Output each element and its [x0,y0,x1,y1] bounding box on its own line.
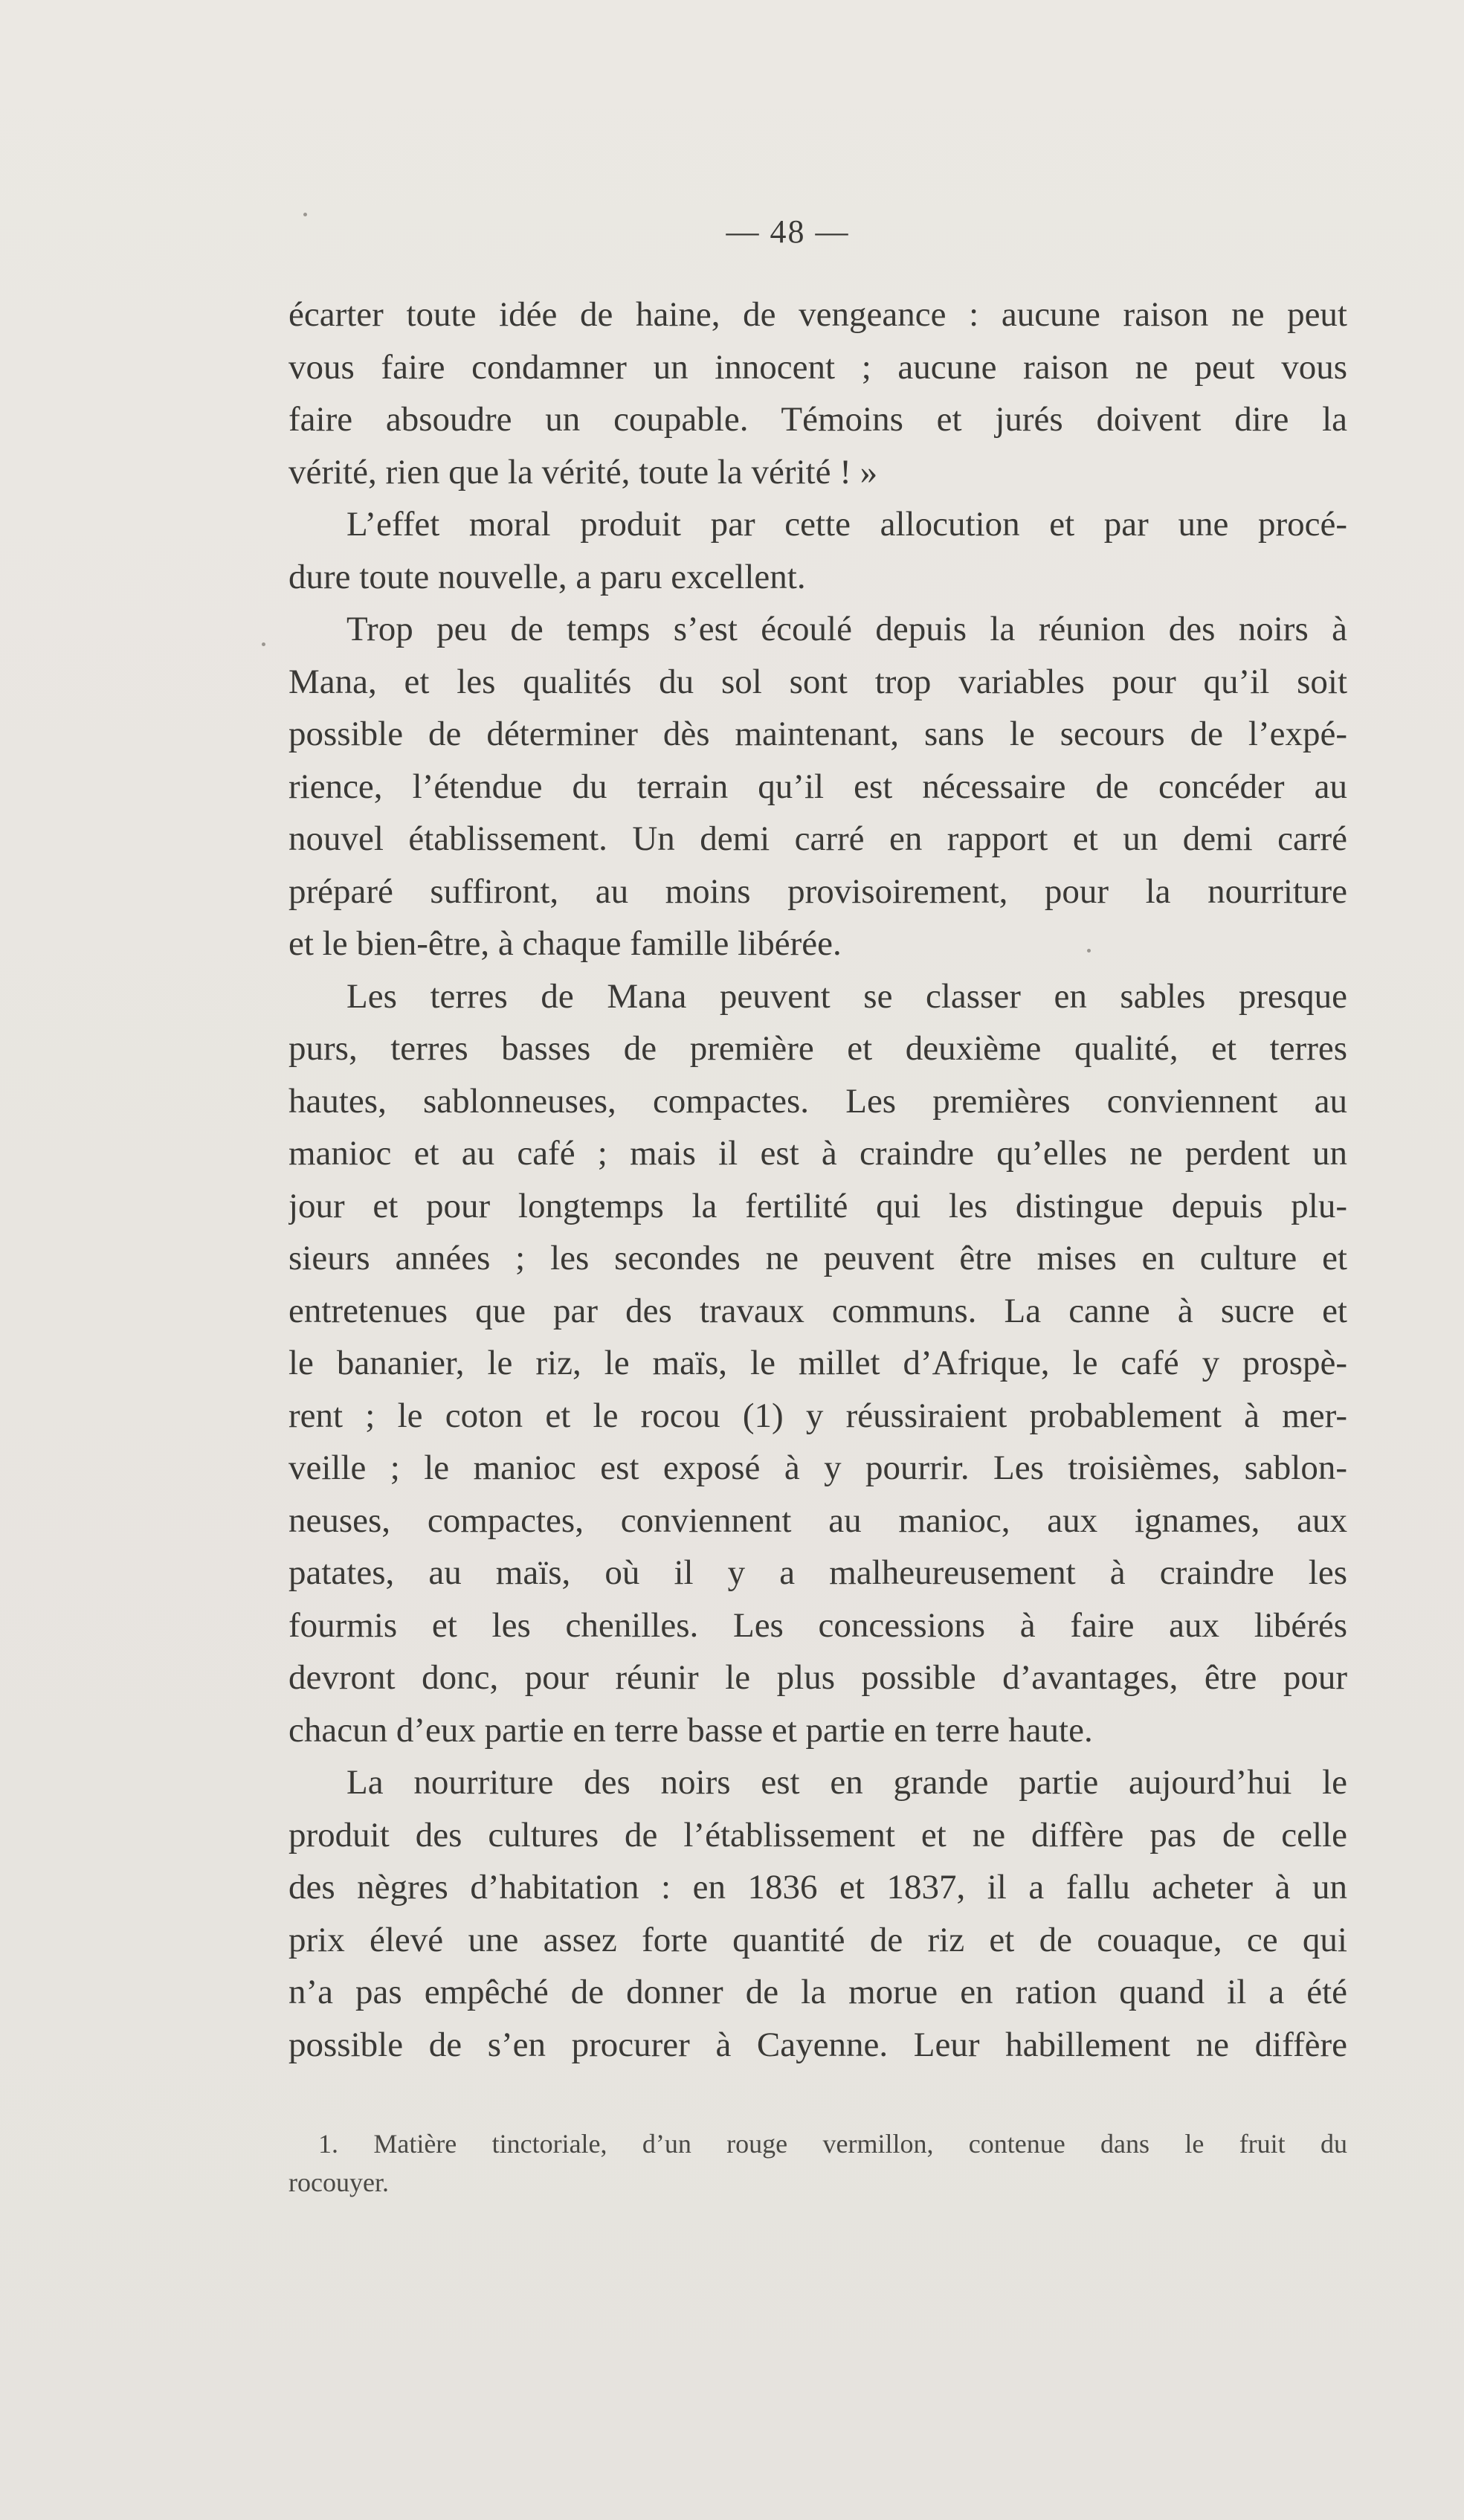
text-line: L’effet moral produit par cette allocution et par une procé- [346,505,1347,544]
text-line: prix élevé une assez forte quantité de riz et de couaque, ce qui [288,1920,1347,1959]
paper-speck [1087,949,1091,953]
text-line: devront donc, pour réunir le plus possible d’avantages, être pour [288,1658,1347,1697]
text-line: possible de s’en procurer à Cayenne. Leur habillement ne diffère [288,2025,1347,2064]
footnote-line: 1. Matière tinctoriale, d’un rouge vermillon, contenue dans le fruit du [318,2129,1347,2159]
text-line: patates, au maïs, où il y a malheureusement à craindre les [288,1553,1347,1592]
paper-speck [262,642,265,646]
text-line: possible de déterminer dès maintenant, sans le secours de l’expé- [288,715,1347,753]
text-line: Trop peu de temps s’est écoulé depuis la réunion des noirs à [346,610,1347,648]
text-line: Mana, et les qualités du sol sont trop variables pour qu’il soit [288,662,1347,701]
text-line: nouvel établissement. Un demi carré en rapport et un demi carré [288,819,1347,858]
text-line: rience, l’étendue du terrain qu’il est nécessaire de concéder au [288,767,1347,806]
text-line: veille ; le manioc est exposé à y pourrir. Les troisièmes, sablon- [288,1448,1347,1487]
text-line: faire absoudre un coupable. Témoins et jurés doivent dire la [288,400,1347,439]
text-line: et le bien-être, à chaque famille libérée. [288,924,842,963]
text-line: fourmis et les chenilles. Les concessions à faire aux libérés [288,1605,1347,1645]
text-line: manioc et au café ; mais il est à craindre qu’elles ne perdent un [288,1134,1347,1173]
text-line: jour et pour longtemps la fertilité qui les distingue depuis plu- [288,1186,1347,1225]
text-line: La nourriture des noirs est en grande partie aujourd’hui le [346,1763,1347,1802]
footnote [288,2124,1347,2202]
text-line: entretenues que par des travaux communs. La canne à sucre et [288,1291,1347,1330]
text-line: sieurs années ; les secondes ne peuvent être mises en culture et [288,1239,1347,1277]
text-line: produit des cultures de l’établissement et ne diffère pas de celle [288,1815,1347,1854]
text-line: préparé suffiront, au moins provisoirement, pour la nourriture [288,871,1347,911]
text-line: vérité, rien que la vérité, toute la vérité ! » [288,452,878,492]
text-line: le bananier, le riz, le maïs, le millet d’Afrique, le café y prospè- [288,1344,1347,1382]
text-line: chacun d’eux partie en terre basse et partie en terre haute. [288,1710,1093,1750]
text-line: vous faire condamner un innocent ; aucune raison ne peut vous [288,347,1347,387]
text-line: hautes, sablonneuses, compactes. Les premières conviennent au [288,1081,1347,1121]
text-line: écarter toute idée de haine, de vengeance : aucune raison ne peut [288,295,1347,334]
paper-speck [303,213,307,216]
text-line: purs, terres basses de première et deuxième qualité, et terres [288,1029,1347,1068]
text-line: Les terres de Mana peuvent se classer en sables presque [346,976,1347,1016]
text-line: dure toute nouvelle, a paru excellent. [288,557,806,596]
body-text [288,289,1347,2071]
text-line: des nègres d’habitation : en 1836 et 1837, il a fallu acheter à un [288,1868,1347,1907]
text-line: rent ; le coton et le rocou (1) y réussiraient probablement à mer- [288,1396,1347,1435]
footnote-line: rocouyer. [288,2168,389,2197]
page-number: — 48 — [726,213,850,250]
text-line: n’a pas empêché de donner de la morue en ration quand il a été [288,1973,1347,2011]
text-line: neuses, compactes, conviennent au manioc, aux ignames, aux [288,1501,1347,1540]
